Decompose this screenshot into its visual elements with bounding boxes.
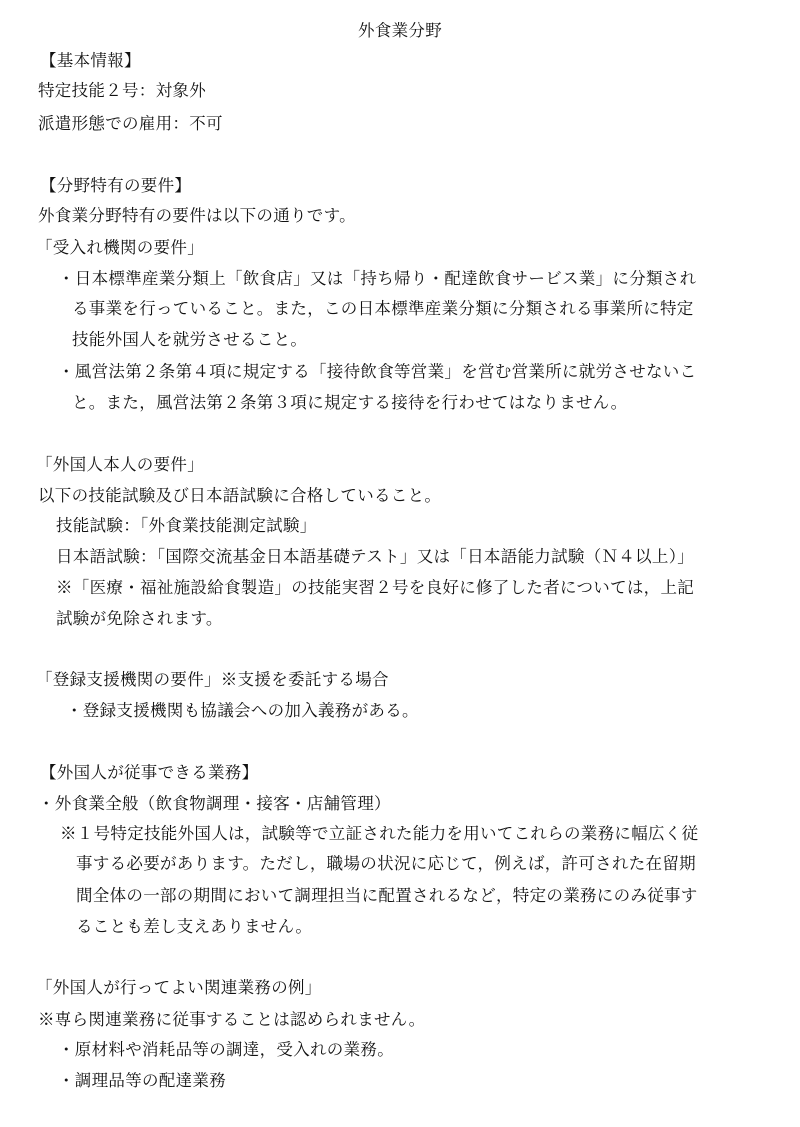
skill-test-line: 技能試験：「外食業技能測定試験」	[56, 516, 317, 535]
exemption-note-line: 試験が免除されます。	[56, 609, 223, 628]
subheading-support-org: 「登録支援機関の要件」※支援を委託する場合	[36, 670, 389, 689]
duties-note-line: 間全体の一部の期間において調理担当に配置されるなど，特定の業務にのみ従事す	[76, 886, 698, 905]
section-heading-requirements: 【分野特有の要件】	[40, 176, 192, 195]
subheading-foreigner: 「外国人本人の要件」	[36, 455, 204, 474]
host-org-bullet-line: る事業を行っていること。また，この日本標準産業分類に分類される事業所に特定	[72, 299, 694, 318]
duties-bullet: ・外食業全般（飲食物調理・接客・店舗管理）	[38, 794, 391, 813]
host-org-bullet-line: ・日本標準産業分類上「飲食店」又は「持ち帰り・配達飲食サービス業」に分類され	[58, 269, 697, 288]
host-org-bullet-line: ・風営法第２条第４項に規定する「接待飲食等営業」を営む営業所に就労させないこ	[58, 362, 697, 381]
support-org-bullet: ・登録支援機関も協議会への加入義務がある。	[66, 701, 419, 720]
duties-note-line: ることも差し支えありません。	[76, 917, 313, 936]
related-duties-bullet: ・原材料や消耗品等の調達，受入れの業務。	[58, 1040, 394, 1059]
duties-note-line: ※１号特定技能外国人は，試験等で立証された能力を用いてこれらの業務に幅広く従	[60, 824, 699, 843]
host-org-bullet-line: 技能外国人を就労させること。	[72, 330, 308, 349]
requirements-intro: 外食業分野特有の要件は以下の通りです。	[38, 206, 356, 225]
foreigner-intro: 以下の技能試験及び日本語試験に合格していること。	[38, 486, 442, 505]
related-duties-bullet: ・調理品等の配達業務	[58, 1071, 226, 1090]
page-title: 外食業分野	[358, 21, 442, 40]
host-org-bullet-line: と。また，風営法第２条第３項に規定する接待を行わせてはなりません。	[72, 393, 628, 412]
basic-info-line: 特定技能２号：対象外	[38, 81, 206, 100]
duties-note-line: 事する必要があります。ただし，職場の状況に応じて，例えば，許可された在留期	[76, 854, 696, 873]
subheading-host-org: 「受入れ機関の要件」	[36, 238, 204, 257]
section-heading-duties: 【外国人が従事できる業務】	[40, 763, 259, 782]
related-duties-note: ※専ら関連業務に従事することは認められません。	[38, 1010, 426, 1029]
japanese-test-line: 日本語試験：「国際交流基金日本語基礎テスト」又は「日本語能力試験（Ｎ４以上）」	[56, 547, 695, 566]
basic-info-line: 派遣形態での雇用：不可	[38, 114, 223, 133]
exemption-note-line: ※「医療・福祉施設給食製造」の技能実習２号を良好に修了した者については，上記	[56, 578, 695, 597]
subheading-related-duties: 「外国人が行ってよい関連業務の例」	[36, 978, 322, 997]
section-heading-basic-info: 【基本情報】	[40, 51, 141, 70]
